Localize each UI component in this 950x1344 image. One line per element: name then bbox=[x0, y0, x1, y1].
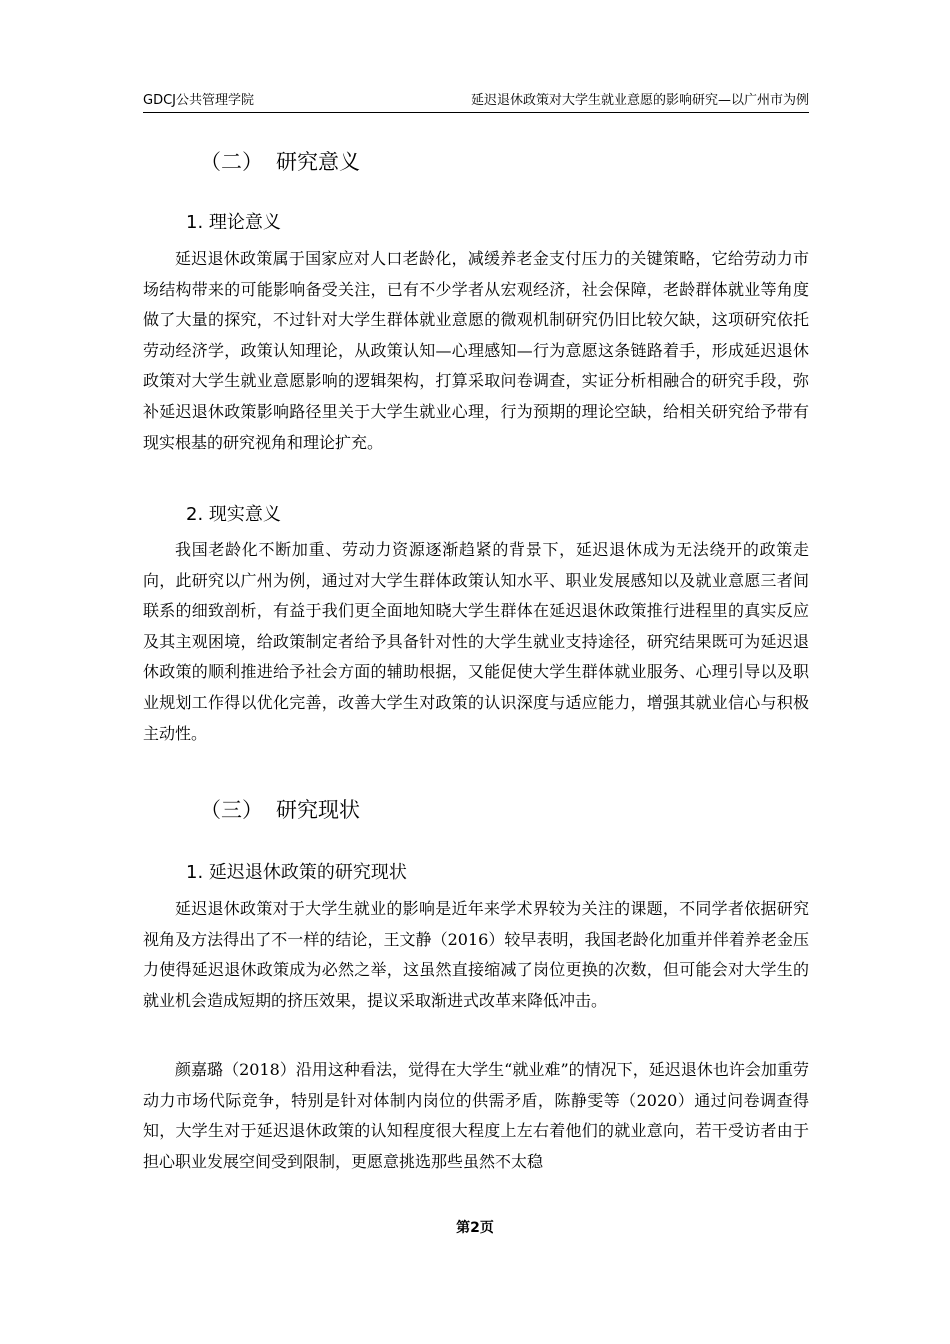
subheading-practice: 2. 现实意义 bbox=[186, 504, 281, 525]
paragraph-policy-status-1: 延迟退休政策对于大学生就业的影响是近年来学术界较为关注的课题，不同学者依据研究视角及方法得出了不一样的结论，王文静（2016）较早表明，我国老龄化加重并伴着养老金压力使得延迟退休政策成为必然之举，这虽然直接缩减了岗位更换的次数，但可能会对大学生的就业机会造成短期的挤压效果，提议采取渐进式改革来降低冲击。 bbox=[143, 899, 809, 1010]
page-header bbox=[143, 86, 809, 113]
paragraph-practice: 我国老龄化不断加重、劳动力资源逐渐趋紧的背景下，延迟退休成为无法绕开的政策走向，此研究以广州为例，通过对大学生群体政策认知水平、职业发展感知以及就业意愿三者间联系的细致剖析，有益于我们更全面地知晓大学生群体在延迟退休政策推行进程里的真实反应及其主观困境，给政策制定者给予具备针对性的大学生就业支持途径，研究结果既可为延迟退休政策的顺利推进给予社会方面的辅助根据，又能促使大学生群体就业服务、心理引导以及职业规划工作得以优化完善，改善大学生对政策的认识深度与适应能力，增强其就业信心与积极主动性。 bbox=[143, 540, 809, 743]
header-institution: GDCJ公共管理学院 bbox=[143, 93, 254, 108]
section-title: 研究意义 bbox=[276, 150, 360, 174]
paragraph-policy-status-2: 颜嘉璐（2018）沿用这种看法，觉得在大学生“就业难”的情况下，延迟退休也许会加重劳动力市场代际竞争，特别是针对体制内岗位的供需矛盾，陈静雯等（2020）通过问卷调查得知，大学生对于延迟退休政策的认知程度很大程度上左右着他们的就业意向，若干受访者由于担心职业发展空间受到限制，更愿意挑选那些虽然不太稳 bbox=[143, 1060, 809, 1171]
paragraph-theory: 延迟退休政策属于国家应对人口老龄化，减缓养老金支付压力的关键策略，它给劳动力市场结构带来的可能影响备受关注，已有不少学者从宏观经济，社会保障，老龄群体就业等角度做了大量的探究，不过针对大学生群体就业意愿的微观机制研究仍旧比较欠缺，这项研究依托劳动经济学，政策认知理论，从政策认知—心理感知—行为意愿这条链路着手，形成延迟退休政策对大学生就业意愿影响的逻辑架构，打算采取问卷调查，实证分析相融合的研究手段，弥补延迟退休政策影响路径里关于大学生就业心理，行为预期的理论空缺，给相关研究给予带有现实根基的研究视角和理论扩充。 bbox=[143, 249, 809, 452]
section-heading-status bbox=[200, 794, 360, 824]
subheading-policy-status: 1. 延迟退休政策的研究现状 bbox=[186, 862, 407, 883]
section-number: （二） bbox=[200, 150, 263, 174]
subheading-theory: 1. 理论意义 bbox=[186, 212, 281, 233]
section-heading-significance bbox=[200, 146, 360, 176]
section-title: 研究现状 bbox=[276, 798, 360, 822]
header-paper-title: 延迟退休政策对大学生就业意愿的影响研究—以广州市为例 bbox=[470, 93, 809, 108]
section-number: （三） bbox=[200, 798, 263, 822]
page-number: 第2页 bbox=[456, 1220, 494, 1236]
